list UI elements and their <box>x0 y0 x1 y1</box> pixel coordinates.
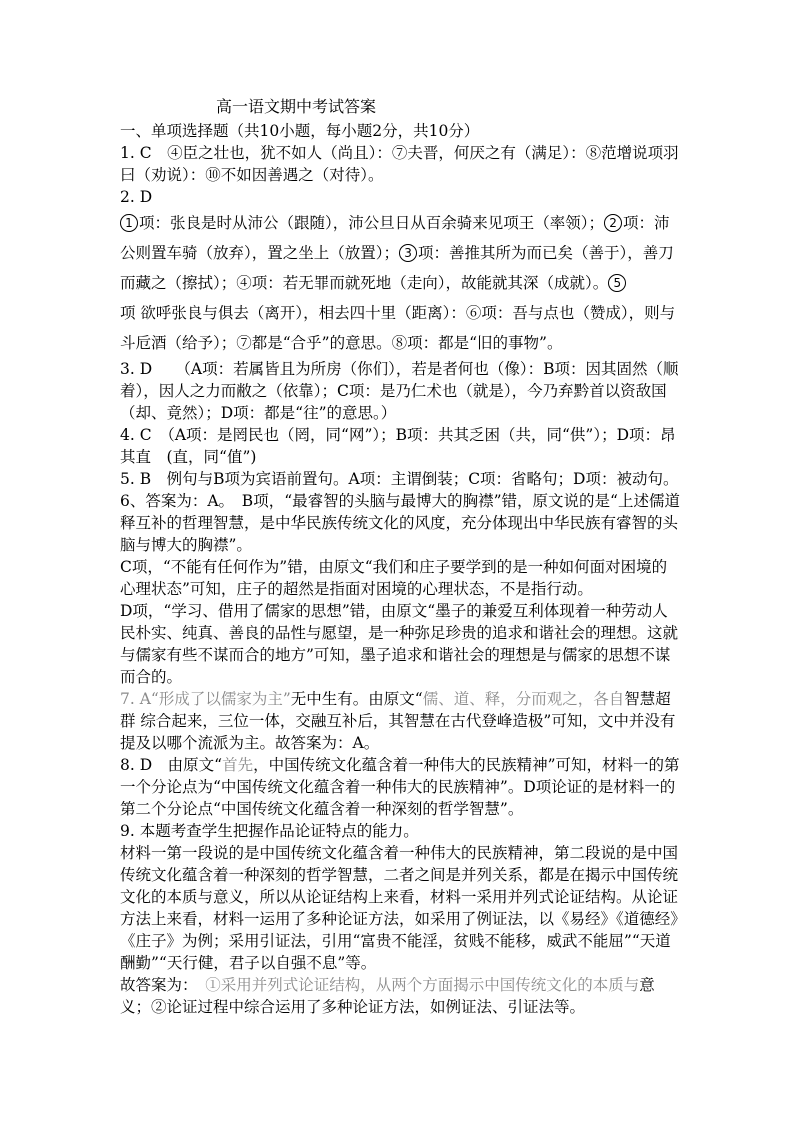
answer-q2-part4: 项 欲呼张良与俱去（离开），相去四十里（距离）：⑥项：吾与点也（赞成），则与斗卮酒（给予）；⑦都是“合乎”的意思。⑧项：都是“旧的事物”。 <box>120 304 676 352</box>
page-title: 高一语文期中考试答案 <box>216 97 377 116</box>
answer-q8-a: 8. D 由原文“ <box>120 756 223 774</box>
circled-number-5: 5 <box>608 274 626 292</box>
answer-q9-gray: ①采用并列式论证结构，从两个方面揭示中国传统文化的本质与 <box>205 976 640 994</box>
answer-q7 <box>120 688 680 754</box>
answer-q7-rest: 智慧超群 综合起来，三位一体，交融互补后，其智慧在古代登峰造极”可知，文中并没有提及以哪个流派为主。故答案为：A。 <box>120 690 676 752</box>
circled-number-2: 2 <box>604 214 622 232</box>
answer-q8-b: ，中国传统文化蕴含着一种伟大的民族精神”可知，材料一的第一个分论点为“中国传统文化蕴含着一种伟大的民族精神”。D项论证的是材料一的第二个分论点“中国传统文化蕴含着一种深刻的哲学智慧”。 <box>120 756 680 818</box>
circled-number-1: 1 <box>120 214 138 232</box>
answer-q2-part1: 项：张良是时从沛公（跟随），沛公旦日从百余骑来见项王（率领）； <box>139 214 605 232</box>
answer-q8 <box>120 754 680 820</box>
answer-q2-body <box>120 208 680 358</box>
answer-body <box>120 120 680 1018</box>
answer-q7-gray: 7. A“形成了以儒家为主” <box>120 690 291 708</box>
answer-q9-conclusion <box>120 974 680 1018</box>
answer-q6-d: D项，“学习、借用了儒家的思想”错，由原文“墨子的兼爱互利体现着一种劳动人民朴实、纯真、善良的品性与愿望，是一种弥足珍贵的追求和谐社会的理想。这就与儒家有些不谋而合的地方”可知，墨子追求和谐社会的理想是与儒家的思想不谋而合的。 <box>120 602 679 686</box>
section-header: 一、单项选择题（共10小题，每小题2分，共10分） <box>120 122 480 140</box>
answer-q9-label: 故答案为： <box>120 976 206 994</box>
answer-q4: 4. C （A项：是罔民也（罔，同“网”）；B项：共其乏困（共，同“供”）；D项：昂其直 (直，同“值”) <box>120 426 676 466</box>
answer-q3: 3. D （A项：若属皆且为所房（你们），若是者何也（像）：B项：因其固然（顺着），因人之力而敝之（依靠）；C项：是乃仁术也（就是），今乃弃黔首以资敌国（却、竟然）；D项：都是“往”的意思。） <box>120 360 679 422</box>
answer-q7-mid: 无中生有。由原文“ <box>290 690 423 708</box>
answer-q2-part3: 项：善推其所为而已矣（善于），善刀而藏之（擦拭）；④项：若无罪而就死地（走向），故能就其深（成就）。 <box>120 244 674 292</box>
answer-q5: 5. B 例句与B项为宾语前置句。A项：主谓倒装；C项：省略句；D项：被动句。 <box>120 470 679 488</box>
answer-q6-a: 6、答案为：A。 B项，“最睿智的头脑与最博大的胸襟”错，原文说的是“上述儒道释互补的哲理智慧，是中华民族传统文化的风度，充分体现出中华民族有睿智的头脑与博大的胸襟”。 <box>120 492 680 554</box>
answer-q9-body: 材料一第一段说的是中国传统文化蕴含着一种伟大的民族精神，第二段说的是中国传统文化蕴含着一种深刻的哲学智慧，二者之间是并列关系，都是在揭示中国传统文化的本质与意义，所以从论证结构上来看，材料一采用并列式论证结构。从论证方法上来看，材料一运用了多种论证方法，如采用了例证法，以《易经》《道德经》《庄子》为例；采用引证法，引用“富贵不能淫，贫贱不能移，威武不能屈”“天道酬勤”“天行健，君子以自强不息”等。 <box>120 844 679 972</box>
answer-q1: 1. C ④臣之壮也，犹不如人（尚且）：⑦夫晋，何厌之有（满足）：⑧范增说项羽曰（劝说）：⑩不如因善遇之（对待）。 <box>120 144 679 184</box>
answer-q2-part2: 项：沛公则置车骑（放弃），置之坐上（放置）； <box>120 214 670 262</box>
answer-q6-c: C项，“不能有任何作为”错，由原文“我们和庄子要学到的是一种如何面对困境的心理状态”可知，庄子的超然是指面对困境的心理状态，不是指行动。 <box>120 558 668 598</box>
circled-number-3: 3 <box>399 244 417 262</box>
answer-q2-head: 2. D <box>120 188 153 206</box>
answer-q8-gray: 首先 <box>222 756 254 774</box>
answer-q9-head: 9. 本题考查学生把握作品论证特点的能力。 <box>120 822 419 840</box>
answer-q7-gray2: 儒、道、释，分而观之，各自 <box>422 690 625 708</box>
answer-q9-tail: 意义；②论证过程中综合运用了多种论证方法，如例证法、引证法等。 <box>120 976 655 1016</box>
